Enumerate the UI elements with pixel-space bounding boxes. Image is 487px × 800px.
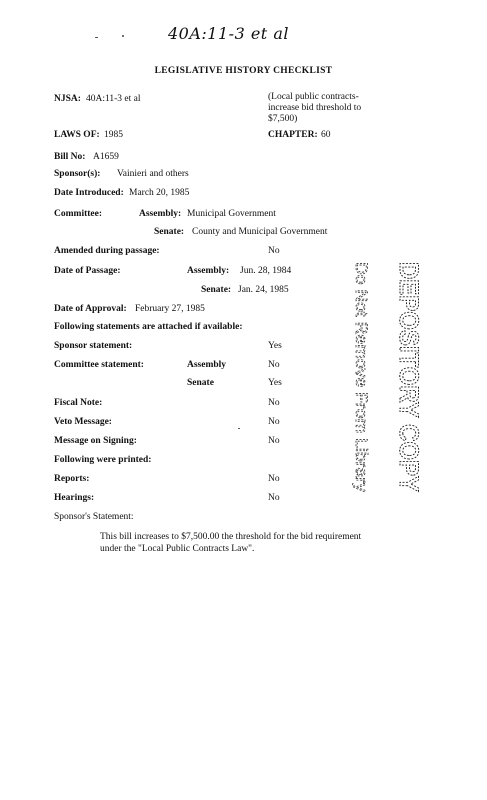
reports-value: No xyxy=(268,474,280,484)
date-introduced-value: March 20, 1985 xyxy=(129,188,190,198)
date-of-approval-value: February 27, 1985 xyxy=(135,304,205,314)
page-title: LEGISLATIVE HISTORY CHECKLIST xyxy=(154,66,333,76)
bill-no-value: A1659 xyxy=(93,152,119,162)
committee-statement-senate-label: Senate xyxy=(187,378,214,388)
veto-message-label: Veto Message: xyxy=(54,417,112,427)
scan-speck xyxy=(122,35,124,37)
amended-label: Amended during passage: xyxy=(54,246,160,256)
sponsor-statement-value: Yes xyxy=(268,341,282,351)
committee-statement-assembly-value: No xyxy=(268,360,280,370)
depository-copy-stamp xyxy=(328,262,428,494)
sponsor-statement-label: Sponsor statement: xyxy=(54,341,133,351)
njsa-value: 40A:11-3 et al xyxy=(86,94,141,104)
chapter-label: CHAPTER: xyxy=(268,130,318,140)
following-printed-heading: Following were printed: xyxy=(54,455,152,465)
njsa-label: NJSA: xyxy=(54,94,81,104)
bill-no-label: Bill No: xyxy=(54,152,86,162)
chapter-value: 60 xyxy=(321,130,331,140)
hearings-label: Hearings: xyxy=(54,493,95,503)
passage-assembly-label: Assembly: xyxy=(187,266,230,276)
subject-note: (Local public contracts-increase bid threshold to $7,500) xyxy=(268,92,362,124)
committee-senate-value: County and Municipal Government xyxy=(192,227,328,237)
laws-of-label: LAWS OF: xyxy=(54,130,100,140)
amended-value: No xyxy=(268,246,280,256)
date-introduced-label: Date Introduced: xyxy=(54,188,124,198)
committee-statement-senate-value: Yes xyxy=(268,378,282,388)
message-on-signing-value: No xyxy=(268,436,280,446)
fiscal-note-label: Fiscal Note: xyxy=(54,398,103,408)
committee-assembly-label: Assembly: xyxy=(139,209,182,219)
scan-speck xyxy=(238,428,240,429)
handwritten-header: 40A:11-3 et al xyxy=(168,24,289,43)
sponsors-statement-text: This bill increases to $7,500.00 the threshold for the bid requirement under the "Local Public Contracts Law". xyxy=(100,532,362,554)
date-of-approval-label: Date of Approval: xyxy=(54,304,127,314)
fiscal-note-value: No xyxy=(268,398,280,408)
committee-statement-label: Committee statement: xyxy=(54,360,144,370)
following-attached-heading: Following statements are attached if available: xyxy=(54,322,243,332)
message-on-signing-label: Message on Signing: xyxy=(54,436,137,446)
stamp-graphic xyxy=(328,262,428,494)
passage-senate-label: Senate: xyxy=(201,285,232,295)
scan-speck xyxy=(95,37,98,38)
stamp-line-1: DEPOSITORY COPY xyxy=(394,262,424,494)
committee-assembly-value: Municipal Government xyxy=(187,209,276,219)
laws-of-value: 1985 xyxy=(104,130,123,140)
sponsors-value: Vainieri and others xyxy=(117,169,189,179)
committee-senate-label: Senate: xyxy=(154,227,185,237)
stamp-line-2: Do Not Remove From Library xyxy=(352,262,371,485)
sponsors-label: Sponsor(s): xyxy=(54,169,101,179)
date-of-passage-label: Date of Passage: xyxy=(54,266,121,276)
passage-senate-value: Jan. 24, 1985 xyxy=(238,285,289,295)
reports-label: Reports: xyxy=(54,474,90,484)
hearings-value: No xyxy=(268,493,280,503)
passage-assembly-value: Jun. 28, 1984 xyxy=(240,266,292,276)
sponsors-statement-heading: Sponsor's Statement: xyxy=(54,512,134,522)
committee-label: Committee: xyxy=(54,209,103,219)
committee-statement-assembly-label: Assembly xyxy=(187,360,227,370)
veto-message-value: No xyxy=(268,417,280,427)
